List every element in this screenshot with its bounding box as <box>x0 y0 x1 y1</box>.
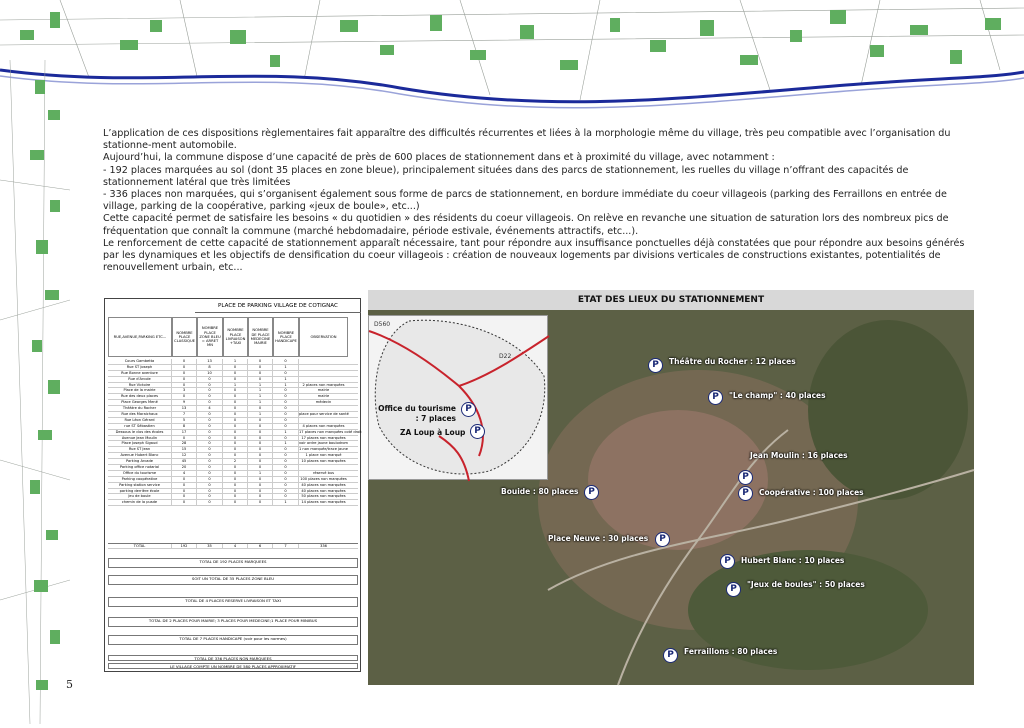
intro-paragraph: Cette capacité permet de satisfaire les besoins « du quotidien » des résidents du coeur villageois. On relève en revanche une situation de saturation lors des nombreux pics de fréquentation que connaît la commune (marché hebdomadaire, période estivale, événements attractifs, etc...). <box>103 213 949 237</box>
table-cell: 0 <box>273 483 299 488</box>
table-body <box>108 359 362 506</box>
table-cell: 0 <box>273 371 299 376</box>
table-cell: voir ordre jaune boulodrom <box>299 441 349 446</box>
table-cell: Parking office notarial <box>108 465 172 470</box>
table-cell: Rue ST Joseph <box>108 365 172 370</box>
table-cell: 0 <box>273 436 299 441</box>
table-cell: 0 <box>273 447 299 452</box>
table-cell: 0 <box>172 494 197 499</box>
table-cell <box>299 371 348 376</box>
total-cell: 6 <box>248 544 273 548</box>
table-cell: 0 <box>197 388 223 393</box>
table-cell: 0 <box>248 494 273 499</box>
table-cell: 0 <box>248 430 273 435</box>
table-cell: place pour service de santé <box>299 412 349 417</box>
inset-map <box>368 315 548 480</box>
table-cell: 3 <box>172 388 197 393</box>
inset-road-label-d22: D22 <box>499 353 512 360</box>
table-cell: 7 <box>172 412 197 417</box>
table-cell: 0 <box>223 377 248 382</box>
table-cell: 0 <box>197 471 223 476</box>
table-cell: Jeu de boule <box>108 494 172 499</box>
table-cell: mairie <box>317 394 330 399</box>
table-cell: 100 places non marquées <box>300 476 347 481</box>
table-cell: 1 <box>248 412 273 417</box>
table-cell: Dessous le clos des écoles <box>108 430 172 435</box>
table-cell: 0 <box>172 483 197 488</box>
table-cell: 0 <box>248 359 273 364</box>
table-cell: Rue d'Arcole <box>108 377 172 382</box>
summary-handicap: TOTAL DE 7 PLACES HANDICAPE (voir pour les normes) <box>108 635 358 645</box>
table-cell: 0 <box>197 424 223 429</box>
cooperative-label: Coopérative : 100 places <box>759 488 864 497</box>
table-cell: 0 <box>248 441 273 446</box>
parking-table <box>104 298 361 672</box>
table-header-row <box>108 317 348 357</box>
table-cell: 0 <box>223 441 248 446</box>
table-cell: 0 <box>248 453 273 458</box>
table-cell: 0 <box>223 394 248 399</box>
table-cell: Rue des deux places <box>108 394 172 399</box>
total-cell: TOTAL <box>108 544 172 548</box>
header-cell: NOMBRE PLACE ZONE BLEU = ARRET MN <box>197 317 223 357</box>
header-cell: NOMBRE PLACE HANDICAPE <box>273 317 299 357</box>
table-cell: 0 <box>273 459 299 464</box>
table-cell: 0 <box>223 494 248 499</box>
table-cell: 0 <box>197 400 223 405</box>
table-cell: 0 <box>197 430 223 435</box>
table-cell: 0 <box>223 483 248 488</box>
header-cell: NOMBRE DE PLACE MEDECINE MAIRIE <box>248 317 273 357</box>
table-cell: 0 <box>223 371 248 376</box>
table-cell: 0 <box>223 471 248 476</box>
table-cell: 0 <box>172 359 197 364</box>
table-cell: 0 <box>248 489 273 494</box>
table-cell: 1 <box>273 430 299 435</box>
inset-map-graphic <box>369 316 549 481</box>
table-cell: 0 <box>273 465 299 470</box>
table-cell: 0 <box>273 400 299 405</box>
table-cell: Parking coopérative <box>108 477 172 482</box>
table-cell: Parking station service <box>108 483 172 488</box>
table-cell: 17 places non marquées coté droit <box>299 429 362 434</box>
parking-marker-jean-moulin[interactable]: P <box>738 470 753 485</box>
table-cell <box>299 377 348 382</box>
table-cell: 10 places non marquées <box>301 459 346 464</box>
jean-moulin-label: Jean Moulin : 16 places <box>750 451 848 460</box>
table-cell: 0 <box>172 394 197 399</box>
table-cell: 0 <box>248 424 273 429</box>
table-cell: 0 <box>273 424 299 429</box>
table-cell: Office du tourisme <box>108 471 172 476</box>
table-cell: Place Georges Mené <box>108 400 172 405</box>
table-cell: 1 <box>223 359 248 364</box>
table-cell: Rue des Maraichaux <box>108 412 172 417</box>
table-cell: 13 <box>172 406 197 411</box>
parking-marker-ferraillons[interactable]: P <box>663 648 678 663</box>
table-cell: 0 <box>197 477 223 482</box>
table-cell: 0 <box>273 388 299 393</box>
parking-marker-hubert-blanc[interactable]: P <box>720 554 735 569</box>
header-map-decoration <box>0 0 1024 115</box>
table-cell: 0 <box>273 494 299 499</box>
table-cell: 2 <box>223 459 248 464</box>
table-cell: chemin de la pusde <box>108 500 172 505</box>
table-cell: 17 places non marquées <box>301 435 346 440</box>
table-cell: 15 <box>172 447 197 452</box>
champ-label: "Le champ" : 40 places <box>729 391 826 400</box>
table-cell: 5 <box>172 418 197 423</box>
parking-marker-champ[interactable]: P <box>708 390 723 405</box>
table-cell: 0 <box>273 406 299 411</box>
table-cell: 0 <box>248 483 273 488</box>
table-cell: 0 <box>172 377 197 382</box>
table-cell: 0 <box>172 365 197 370</box>
intro-paragraph: L’application de ces dispositions règlementaires fait apparaître des difficultés récurrentes et liées à la morphologie même du village, très peu compatible avec l’organisation du stationne-ment automobile. <box>103 128 951 152</box>
total-cell: 35 <box>197 544 223 548</box>
table-cell: 0 <box>223 500 248 505</box>
table-cell: 0 <box>223 477 248 482</box>
table-cell: 0 <box>248 477 273 482</box>
table-cell: 4 <box>197 406 223 411</box>
table-cell: 0 <box>223 447 248 452</box>
table-cell: 0 <box>223 453 248 458</box>
table-cell: 0 <box>223 465 248 470</box>
header-map-graphic <box>0 0 1024 115</box>
table-cell: 0 <box>197 494 223 499</box>
theatre-label: Théâtre du Rocher : 12 places <box>669 357 796 366</box>
table-cell: 0 <box>248 447 273 452</box>
table-cell: 0 <box>248 465 273 470</box>
table-cell: 0 <box>248 371 273 376</box>
jeux-boules-label: "Jeux de boules" : 50 places <box>747 580 865 589</box>
table-cell: 0 <box>273 471 299 476</box>
table-cell <box>299 465 348 470</box>
table-cell: 0 <box>172 371 197 376</box>
table-cell: 0 <box>197 377 223 382</box>
table-cell: 0 <box>197 418 223 423</box>
header-cell: NOMBRE PLACE CLASSIQUE <box>172 317 197 357</box>
hubert-blanc-label: Hubert Blanc : 10 places <box>741 556 845 565</box>
table-cell: 0 <box>197 394 223 399</box>
table-cell <box>299 406 348 411</box>
table-cell: 40 places non marquées <box>301 482 346 487</box>
table-cell: 0 <box>248 436 273 441</box>
table-cell: 0 <box>223 412 248 417</box>
table-cell: 0 <box>223 424 248 429</box>
table-cell: Théâtre du Rocher <box>108 406 172 411</box>
table-cell: 13 <box>197 359 223 364</box>
bouide-label: Bouide : 80 places <box>501 487 579 496</box>
table-cell: 0 <box>223 418 248 423</box>
table-cell: médecin <box>315 400 332 405</box>
table-cell: 14 places non marquées <box>301 500 346 505</box>
summary-unmarked: TOTAL DE 336 PLACES NON MARQUEES <box>108 655 358 661</box>
side-map-graphic <box>0 60 70 724</box>
table-cell: 0 <box>197 453 223 458</box>
table-cell: 0 <box>273 412 299 417</box>
table-cell: 0 <box>273 453 299 458</box>
table-cell: 1 <box>273 365 299 370</box>
table-cell: 0 <box>248 406 273 411</box>
side-map-decoration <box>0 60 70 724</box>
parking-map <box>368 290 974 685</box>
table-cell: 0 <box>197 436 223 441</box>
table-cell: 0 <box>197 483 223 488</box>
summary-reserved: TOTAL DE 2 PLACES POUR MAIRIE; 3 PLACES POUR MEDECINE;1 PLACE POUR MINIBUS <box>108 617 358 627</box>
table-cell: 0 <box>197 447 223 452</box>
table-cell: 0 <box>273 359 299 364</box>
table-cell <box>299 365 348 370</box>
table-cell: 0 <box>197 500 223 505</box>
table-cell: Parking Arcade <box>108 459 172 464</box>
table-cell: parking derrière école <box>108 489 172 494</box>
intro-paragraph: - 192 places marquées au sol (dont 35 places en zone bleue), principalement situées dans des parcs de stationnement, les ruelles du village n’offrant des capacités de stationnement latéral que très limitées <box>103 164 909 188</box>
table-cell: 4 places non marquées <box>302 423 345 428</box>
table-cell: 0 <box>223 430 248 435</box>
table-cell: 1 <box>223 383 248 388</box>
table-cell: 0 <box>197 459 223 464</box>
summary-delivery: TOTAL DE 4 PLACES RESERVE LIVRAISON ET TAXI <box>108 597 358 607</box>
table-cell: Rue Léon Gérard <box>108 418 172 423</box>
table-cell: 0 <box>172 477 197 482</box>
table-cell: 1 <box>248 471 273 476</box>
table-cell: 50 places non marquées <box>301 494 346 499</box>
table-cell: Place de la mairie <box>108 388 172 393</box>
office-tourisme-label: Office du tourisme : 7 places <box>378 404 456 423</box>
table-cell: 28 <box>172 441 197 446</box>
table-cell: 45 <box>172 459 197 464</box>
page-number: 5 <box>66 678 73 691</box>
table-cell: 0 <box>248 459 273 464</box>
table-cell: 0 <box>248 418 273 423</box>
header-cell: NOMBRE PLACE LIVRAISON +TAXI <box>223 317 248 357</box>
summary-village-total: LE VILLAGE COMPTE UN NOMBRE DE 580 PLACES APPROXIMATIF <box>108 663 358 669</box>
table-cell: 12 <box>172 453 197 458</box>
header-cell: RUE,AVENUE,PARKING ETC... <box>108 317 172 357</box>
table-cell: 0 <box>172 500 197 505</box>
table-cell: rue ST Sébastien <box>108 424 172 429</box>
table-cell: 0 <box>197 441 223 446</box>
table-cell: Avenue Jean Moulin <box>108 436 172 441</box>
table-cell: Avenue Hubert Blanc <box>108 453 172 458</box>
table-cell: 0 <box>223 489 248 494</box>
za-loup-label: ZA Loup à Loup <box>400 428 466 437</box>
table-cell: 0 <box>197 383 223 388</box>
table-cell: 0 <box>197 412 223 417</box>
table-cell: 2 places non marquées <box>302 382 345 387</box>
table-cell: mairie <box>317 388 330 393</box>
parking-marker-jeux-boules[interactable]: P <box>726 582 741 597</box>
table-cell: 0 <box>248 377 273 382</box>
table-cell: 1 <box>248 388 273 393</box>
table-cell: 17 <box>172 430 197 435</box>
table-cell: 1 place non marqué <box>305 453 342 458</box>
table-cell: 0 <box>172 383 197 388</box>
parking-marker-cooperative[interactable]: P <box>738 486 753 501</box>
table-cell: 0 <box>223 400 248 405</box>
table-cell: 0 <box>223 406 248 411</box>
table-cell: Rue ST Jean <box>108 447 172 452</box>
table-cell: 40 places non marquées <box>301 488 346 493</box>
ferraillons-label: Ferraillons : 80 places <box>684 647 778 656</box>
header-cell: OBSERVATION <box>299 317 348 357</box>
table-cell: 0 <box>273 477 299 482</box>
table-cell <box>299 359 348 364</box>
table-cell: 0 <box>197 465 223 470</box>
table-cell: Rue Victoire <box>108 383 172 388</box>
table-cell: 0 <box>223 365 248 370</box>
table-cell: 0 <box>248 500 273 505</box>
table-cell: 9 <box>172 400 197 405</box>
intro-paragraph: - 336 places non marquées, qui s’organisent également sous forme de parcs de stationnement, en bordure immédiate du coeur villageois (parking des Ferraillons en entrée de village, parking de la coopérative, parking «jeux de boule», etc...) <box>103 189 947 213</box>
table-cell: 0 <box>273 489 299 494</box>
summary-marked: TOTAL DE 192 PLACES MARQUEES <box>108 558 358 568</box>
parking-marker-theatre[interactable]: P <box>648 358 663 373</box>
total-cell: 7 <box>273 544 299 548</box>
intro-text <box>103 128 975 274</box>
parking-marker-place-neuve[interactable]: P <box>655 532 670 547</box>
table-cell: 1 <box>248 383 273 388</box>
table-cell: 1 <box>273 377 299 382</box>
table-cell: 1 <box>273 441 299 446</box>
table-cell: 1 <box>273 383 299 388</box>
table-row <box>108 500 358 506</box>
table-title: PLACE DE PARKING VILLAGE DE COTIGNAC <box>195 301 361 313</box>
table-cell: 1 non marquée/trace jaune <box>299 447 349 452</box>
table-cell: 0 <box>172 489 197 494</box>
table-cell: 8 <box>172 424 197 429</box>
table-cell: réservé bus <box>312 470 335 475</box>
inset-road-label-d560: D560 <box>374 321 391 328</box>
summary-blue-zone: SOIT UN TOTAL DE 35 PLACES ZONE BLEU <box>108 575 358 585</box>
table-cell: 1 <box>248 394 273 399</box>
total-cell: 336 <box>320 544 327 548</box>
intro-paragraph: Le renforcement de cette capacité de stationnement apparaît nécessaire, tant pour répondre aux insuffisance ponctuelles déjà constatées que pour répondre aux besoins générés par les dynamiques et les objectifs de densification du coeur villageois : création de nouveaux logements par divisions verticales de constructions existantes, potentialités de renouvellement urbain, etc... <box>103 237 965 274</box>
parking-marker-bouide[interactable]: P <box>584 485 599 500</box>
table-cell: 0 <box>248 365 273 370</box>
table-cell: 0 <box>223 388 248 393</box>
table-cell: 0 <box>197 489 223 494</box>
table-cell: 0 <box>273 394 299 399</box>
table-cell: 4 <box>172 471 197 476</box>
table-cell: Place Joseph Sigaud <box>108 441 172 446</box>
parking-marker-office-tourisme[interactable]: P <box>461 402 476 417</box>
table-cell: 1 <box>248 400 273 405</box>
map-title: ETAT DES LIEUX DU STATIONNEMENT <box>368 290 974 310</box>
parking-marker-za-loup[interactable]: P <box>470 424 485 439</box>
total-cell: 192 <box>172 544 197 548</box>
table-cell: 1 <box>273 500 299 505</box>
table-cell: 0 <box>172 436 197 441</box>
table-cell: Rue Bonne aventure <box>108 371 172 376</box>
table-cell <box>299 418 348 423</box>
place-neuve-label: Place Neuve : 30 places <box>548 534 649 543</box>
table-cell: 0 <box>223 436 248 441</box>
table-cell: 8 <box>197 365 223 370</box>
total-cell: 4 <box>223 544 248 548</box>
table-cell: 10 <box>197 371 223 376</box>
total-row <box>108 543 358 549</box>
table-cell: Cours Gambetta <box>108 359 172 364</box>
table-cell: 0 <box>273 418 299 423</box>
table-cell: 20 <box>172 465 197 470</box>
intro-paragraph: Aujourd’hui, la commune dispose d’une capacité de près de 600 places de stationnement dans et à proximité du village, avec notamment : <box>103 152 775 164</box>
